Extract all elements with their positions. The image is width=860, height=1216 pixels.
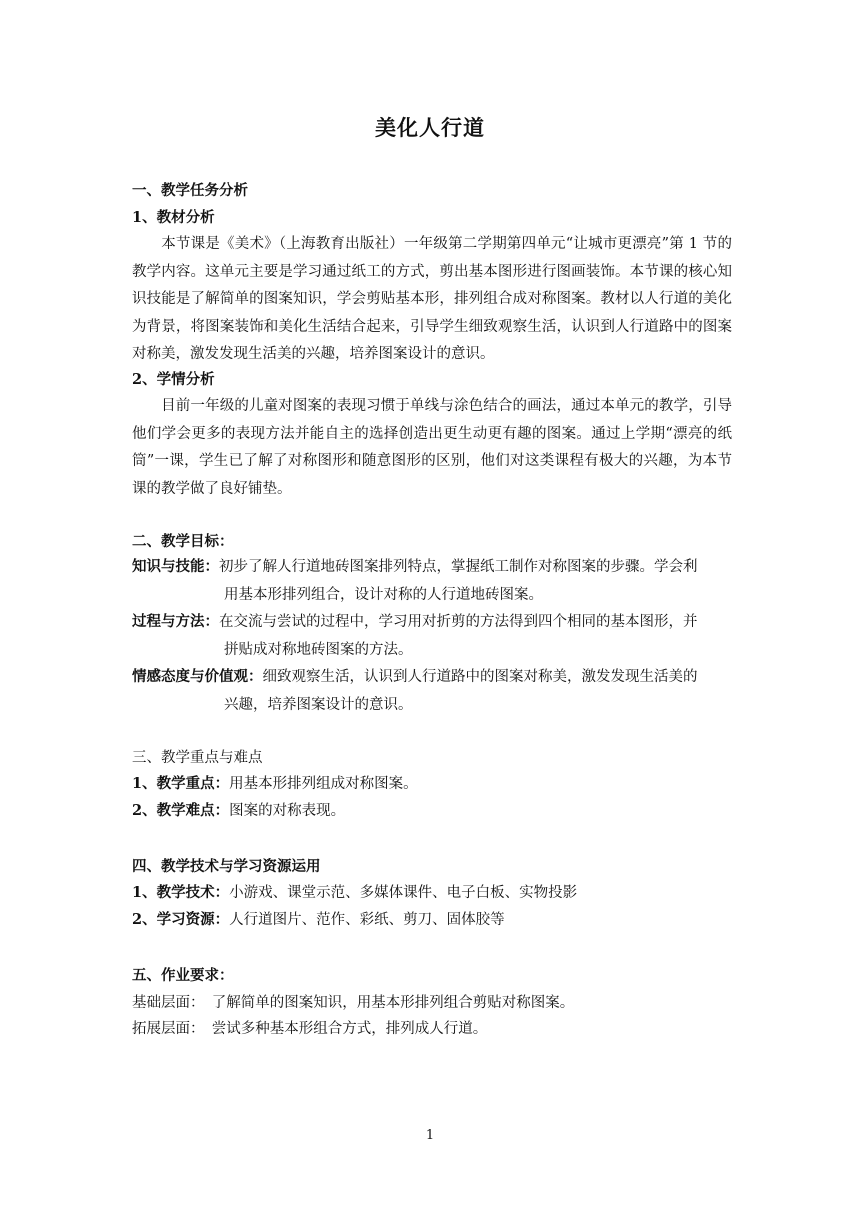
teaching-technology-label: 1、教学技术： bbox=[132, 884, 230, 901]
teaching-technology bbox=[132, 883, 732, 903]
goal-attitude-label: 情感态度与价值观： bbox=[132, 668, 263, 685]
goal-attitude-line-2: 兴趣，培养图案设计的意识。 bbox=[224, 697, 413, 713]
difficult-point bbox=[132, 801, 732, 821]
section-3-heading: 三、教学重点与难点 bbox=[132, 750, 263, 766]
page-number: 1 bbox=[425, 1128, 435, 1143]
section-1-paragraph-2 bbox=[132, 393, 732, 503]
goal-process-label: 过程与方法： bbox=[132, 613, 219, 630]
document-title: 美化人行道 bbox=[375, 115, 485, 140]
section-1-sub-2: 2、学情分析 bbox=[132, 371, 215, 388]
goal-knowledge-label: 知识与技能： bbox=[132, 558, 219, 575]
learning-resources bbox=[132, 910, 732, 930]
key-point-label: 1、教学重点： bbox=[132, 775, 230, 792]
goal-knowledge-line-1: 初步了解人行道地砖图案排列特点，掌握纸工制作对称图案的步骤。学会利 bbox=[219, 559, 698, 575]
section-1-paragraph-1 bbox=[132, 231, 732, 369]
section-4-heading: 四、教学技术与学习资源运用 bbox=[132, 858, 321, 875]
goal-process-line-2: 拼贴成对称地砖图案的方法。 bbox=[224, 642, 413, 658]
difficult-point-label: 2、教学难点： bbox=[132, 802, 230, 819]
paragraph-1-text: 本节课是《美术》（上海教育出版社）一年级第二学期第四单元“让城市更漂亮”第 1 节的教学内容。这单元主要是学习通过纸工的方式，剪出基本图形进行图画装饰。本节课的核心知识技能是了解简单的图案知识，学会剪贴基本形，排列组合成对称图案。教材以人行道的美化为背景，将图案装饰和美化生活结合起来，引导学生细致观察生活，认识到人行道路中的图案对称美，激发发现生活美的兴趣，培养图案设计的意识。 bbox=[132, 236, 732, 362]
paragraph-2-text: 目前一年级的儿童对图案的表现习惯于单线与涂色结合的画法，通过本单元的教学，引导他们学会更多的表现方法并能自主的选择创造出更生动更有趣的图案。通过上学期“漂亮的纸筒”一课，学生已了解了对称图形和随意图形的区别，他们对这类课程有极大的兴趣，为本节课的教学做了良好铺垫。 bbox=[132, 398, 732, 497]
section-1-heading: 一、教学任务分析 bbox=[132, 182, 248, 199]
section-1-sub-1: 1、教材分析 bbox=[132, 209, 215, 226]
homework-basic: 基础层面： 了解简单的图案知识，用基本形排列组合剪贴对称图案。 bbox=[132, 995, 575, 1011]
difficult-point-text: 图案的对称表现。 bbox=[229, 803, 346, 819]
teaching-technology-text: 小游戏、课堂示范、多媒体课件、电子白板、实物投影 bbox=[229, 885, 578, 901]
goal-attitude-line-1: 细致观察生活，认识到人行道路中的图案对称美，激发发现生活美的 bbox=[262, 669, 698, 685]
section-2-heading: 二、教学目标： bbox=[132, 533, 234, 550]
key-point-text: 用基本形排列组成对称图案。 bbox=[229, 776, 418, 792]
goal-process-line-1: 在交流与尝试的过程中，学习用对折剪的方法得到四个相同的基本图形，并 bbox=[219, 614, 698, 630]
homework-extended: 拓展层面： 尝试多种基本形组合方式，排列成人行道。 bbox=[132, 1021, 488, 1037]
goal-knowledge bbox=[132, 553, 732, 609]
goal-attitude bbox=[132, 663, 732, 719]
learning-resources-label: 2、学习资源： bbox=[132, 911, 230, 928]
goal-process bbox=[132, 608, 732, 664]
learning-resources-text: 人行道图片、范作、彩纸、剪刀、固体胶等 bbox=[229, 912, 505, 928]
section-5-heading: 五、作业要求： bbox=[132, 967, 234, 984]
goal-knowledge-line-2: 用基本形排列组合，设计对称的人行道地砖图案。 bbox=[224, 587, 543, 603]
key-point bbox=[132, 774, 732, 794]
